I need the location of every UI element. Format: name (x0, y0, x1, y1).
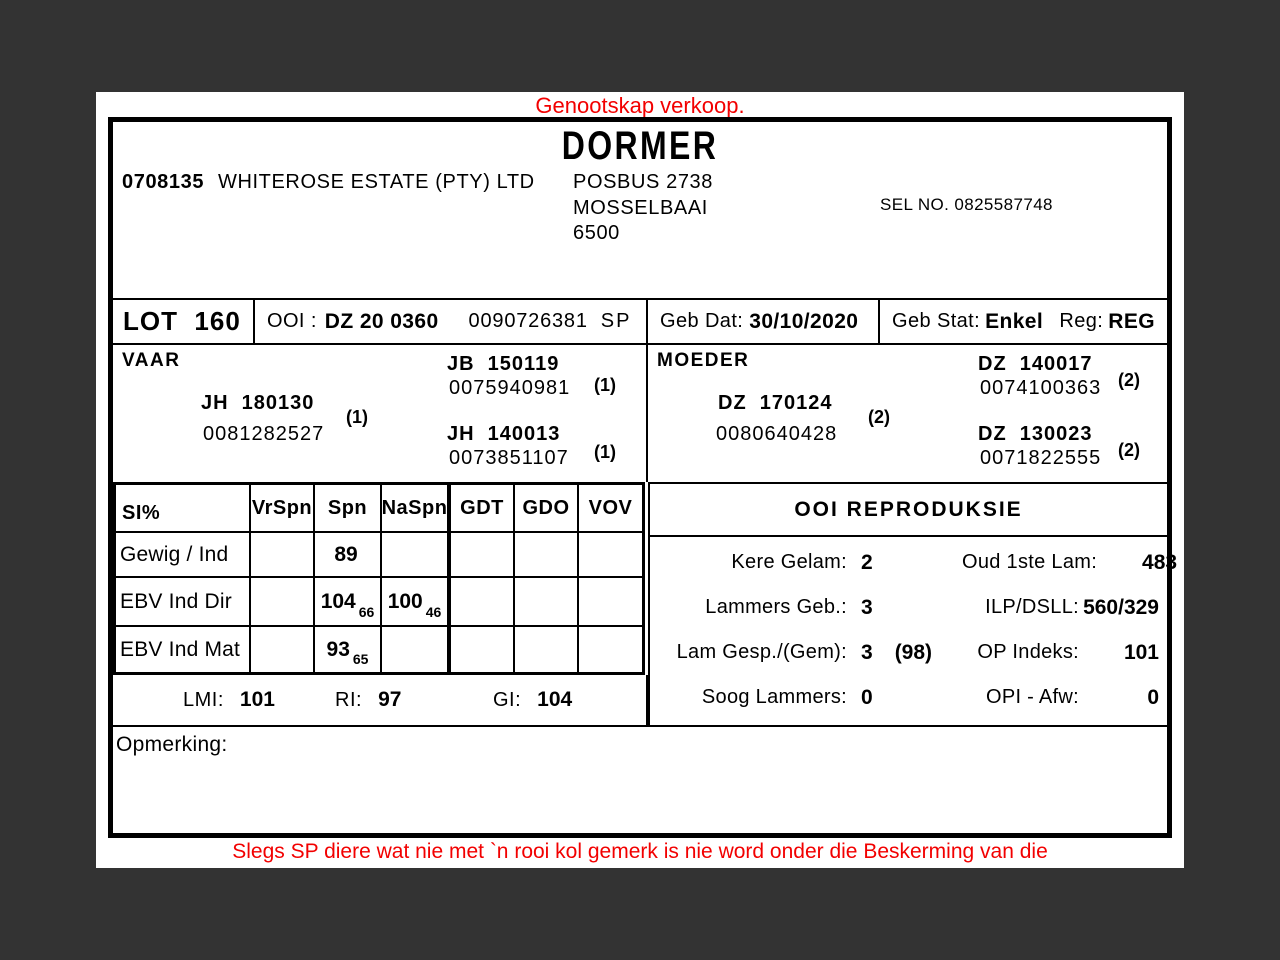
repro-value: 0 (861, 685, 873, 709)
dam-grand-dam-flag: (2) (1118, 440, 1140, 460)
reproduction-row (650, 630, 1167, 675)
sire-grand-sire-flag: (1) (594, 375, 616, 395)
sire-grand-sire-number: 0075940981 (449, 377, 571, 399)
table-cell (315, 578, 382, 627)
table-cell (579, 533, 642, 578)
birth-date-value: 30/10/2020 (749, 309, 859, 333)
repro-value-left (847, 596, 962, 620)
dam-grand-dam-number: 0071822555 (980, 447, 1102, 469)
lmi-label: LMI: (183, 688, 224, 711)
table-cell (515, 627, 579, 672)
table-cell (451, 578, 515, 627)
pedigree-section (113, 345, 1167, 482)
catalog-page (96, 92, 1184, 868)
lmi-group (183, 675, 275, 725)
repro-value-left (847, 551, 962, 575)
address-line-2: MOSSELBAAI (573, 197, 708, 219)
table-cell (382, 578, 451, 627)
remarks-section (113, 725, 1167, 833)
repro-label-left: Soog Lammers: (701, 686, 847, 708)
remarks-label: Opmerking: (116, 733, 228, 756)
repro-label-right: OP Indeks: (977, 641, 1079, 663)
repro-label-left: Kere Gelam: (731, 551, 847, 573)
repro-label-right: ILP/DSLL: (985, 596, 1079, 618)
sire-id: JH 180130 (201, 392, 315, 414)
table-cell (451, 627, 515, 672)
dam-flag: (2) (868, 407, 890, 427)
ri-group (335, 675, 401, 725)
repro-value: 2 (861, 550, 873, 574)
repro-value-right: 483 (1142, 550, 1178, 574)
birth-date-cell (648, 300, 880, 343)
si-index-table (113, 482, 645, 675)
sire-grand-sire-id: JB 150119 (447, 353, 560, 375)
ri-label: RI: (335, 688, 363, 711)
column-header-naspn: NaSpn (382, 485, 451, 533)
reg-label: Reg: (1059, 310, 1104, 332)
animal-id: DZ 20 0360 (324, 309, 439, 333)
repro-value-right: 0 (1147, 685, 1159, 709)
animal-label: OOI : (267, 310, 317, 332)
dam-grand-sire-flag: (2) (1118, 370, 1140, 390)
repro-value-left (847, 641, 962, 665)
column-header-gdo: GDO (515, 485, 579, 533)
repro-value-extra: (98) (894, 640, 933, 664)
dam-id: DZ 170124 (718, 392, 833, 414)
reproduction-rows (650, 540, 1178, 720)
cell-phone-number: SEL NO. 0825587748 (880, 195, 1053, 214)
cell-value: 93 (326, 637, 350, 661)
column-header-vrspn: VrSpn (251, 485, 315, 533)
table-cell (515, 533, 579, 578)
row-label: EBV Ind Mat (116, 627, 251, 672)
repro-label-right: OPI - Afw: (985, 686, 1079, 708)
tag-number: 0090726381 (468, 310, 588, 332)
repro-value-right: 560/329 (1083, 595, 1159, 619)
lmi-value: 101 (239, 688, 275, 711)
table-cell (315, 533, 382, 578)
column-header-si: SI% (116, 485, 251, 533)
table-cell (251, 533, 315, 578)
sire-grand-dam-flag: (1) (594, 442, 616, 462)
cell-accuracy: 66 (358, 604, 375, 620)
address-line-1: POSBUS 2738 (573, 171, 714, 193)
cell-value: 104 (320, 589, 356, 613)
birth-date-label: Geb Dat: (660, 310, 744, 332)
sire-number: 0081282527 (203, 423, 325, 445)
table-cell (382, 627, 451, 672)
repro-value: 3 (861, 640, 873, 664)
repro-value: 3 (861, 595, 873, 619)
cell-accuracy: 65 (352, 651, 369, 667)
lot-card (108, 117, 1178, 838)
column-header-vov: VOV (579, 485, 642, 533)
birth-status-cell (880, 300, 1167, 343)
lot-row (113, 300, 1167, 345)
table-cell (579, 578, 642, 627)
column-header-gdt: GDT (451, 485, 515, 533)
row-label: Gewig / Ind (116, 533, 251, 578)
birth-status-label: Geb Stat: (892, 310, 981, 332)
table-cell (382, 533, 451, 578)
breed-title: DORMER (561, 124, 719, 168)
ri-value: 97 (378, 688, 402, 711)
repro-label-left: Lammers Geb.: (705, 596, 847, 618)
dam-pedigree (648, 345, 1167, 482)
table-cell (515, 578, 579, 627)
top-notice: Genootskap verkoop. (535, 93, 745, 118)
cell-value: 89 (334, 542, 358, 566)
index-summary-row (113, 675, 648, 725)
address-line-3: 6500 (573, 222, 620, 244)
sire-grand-dam-number: 0073851107 (449, 447, 569, 469)
dam-grand-dam-id: DZ 130023 (978, 423, 1093, 445)
repro-label-right: Oud 1ste Lam: (962, 551, 1098, 573)
sire-grand-dam-id: JH 140013 (447, 423, 561, 445)
table-cell (251, 578, 315, 627)
reproduction-title: OOI REPRODUKSIE (650, 484, 1167, 537)
gi-group (493, 675, 572, 725)
column-header-spn: Spn (315, 485, 382, 533)
row-label: EBV Ind Dir (116, 578, 251, 627)
repro-value-right: 101 (1123, 640, 1159, 664)
card-header (113, 122, 1167, 300)
table-cell (579, 627, 642, 672)
lot-number: LOT 160 (113, 300, 255, 343)
repro-label-left: Lam Gesp./(Gem): (676, 641, 847, 663)
sire-pedigree (113, 345, 648, 482)
reproduction-section (648, 482, 1178, 725)
reproduction-row (650, 675, 1167, 720)
birth-status-value: Enkel (985, 309, 1044, 333)
sp-flag: SP (600, 310, 632, 332)
repro-value-left (847, 686, 962, 710)
table-cell (451, 533, 515, 578)
gi-value: 104 (537, 688, 573, 711)
cell-value: 100 (387, 589, 423, 613)
bottom-notice: Slegs SP diere wat nie met `n rooi kol gemerk is nie word onder die Beskerming van die (232, 840, 1048, 863)
dam-grand-sire-number: 0074100363 (980, 377, 1102, 399)
reg-value: REG (1108, 309, 1155, 333)
gi-label: GI: (493, 688, 522, 711)
cell-accuracy: 46 (425, 604, 442, 620)
breeder-number: 0708135 (122, 171, 205, 193)
table-cell (251, 627, 315, 672)
sire-section-label: VAAR (122, 350, 181, 371)
dam-number: 0080640428 (716, 423, 838, 445)
dam-grand-sire-id: DZ 140017 (978, 353, 1093, 375)
reproduction-row (650, 585, 1167, 630)
sire-flag: (1) (346, 407, 368, 427)
table-cell (315, 627, 382, 672)
breeder-name: WHITEROSE ESTATE (PTY) LTD (218, 171, 535, 193)
animal-id-cell (255, 300, 648, 343)
reproduction-row (650, 540, 1178, 585)
dam-section-label: MOEDER (657, 350, 750, 371)
